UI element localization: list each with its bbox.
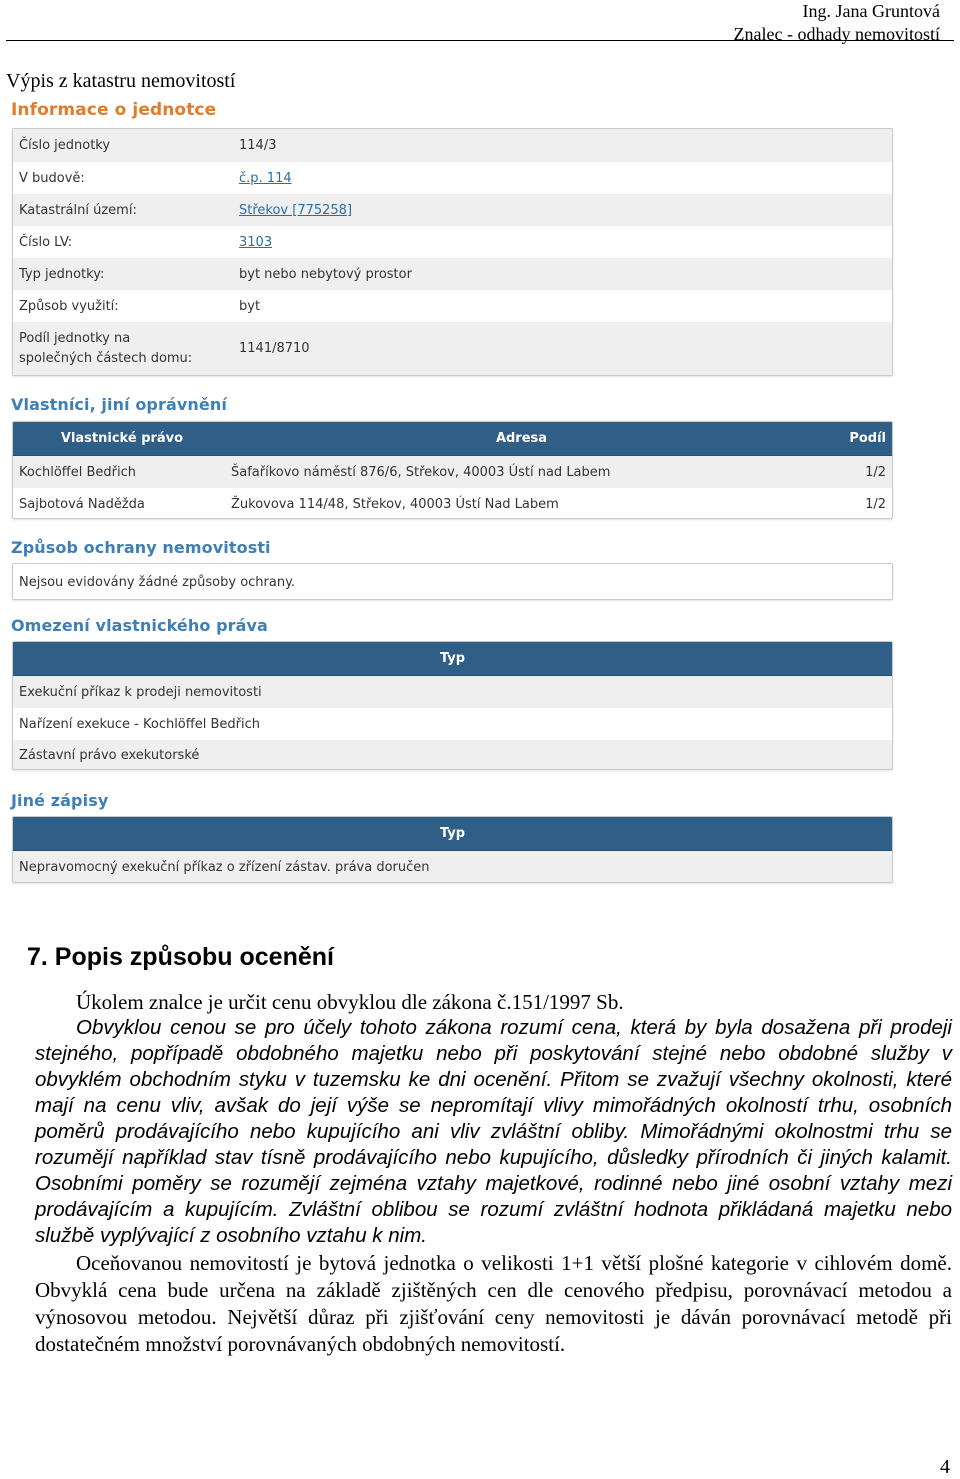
- owners-table: [12, 421, 893, 519]
- table-row: [13, 851, 892, 883]
- other-records-title: Jiné zápisy: [11, 791, 109, 810]
- author-name: Ing. Jana Gruntová: [802, 1, 940, 21]
- header-share: Podíl: [849, 431, 886, 446]
- restrictions-title: Omezení vlastnického práva: [11, 616, 268, 635]
- owner-address: Šafaříkovo náměstí 876/6, Střekov, 40003 Ústí nad Labem: [231, 464, 611, 480]
- table-row: [13, 564, 892, 600]
- page-number: 4: [940, 1456, 950, 1478]
- header-address: Adresa: [495, 431, 548, 446]
- row-value: 1141/8710: [239, 341, 310, 356]
- owner-name: Sajbotová Naděžda: [19, 496, 145, 512]
- row-label: Číslo jednotky: [19, 138, 111, 153]
- header-right: Vlastnické právo: [60, 431, 184, 446]
- table-row: [13, 162, 892, 194]
- section-heading: 7. Popis způsobu ocenění: [27, 943, 334, 971]
- row-label: Způsob využití:: [19, 298, 119, 314]
- restrictions-table: [12, 641, 893, 770]
- document-title: Výpis z katastru nemovitostí: [6, 70, 236, 92]
- header-divider: [6, 40, 954, 41]
- owner-address: Žukovova 114/48, Střekov, 40003 Ústí Nad Labem: [231, 496, 559, 512]
- table-header: [13, 422, 892, 456]
- table-row: [13, 322, 892, 375]
- restriction-item: Exekuční příkaz k prodeji nemovitosti: [19, 684, 262, 700]
- table-row: [13, 129, 892, 162]
- row-label: [13, 329, 233, 369]
- unit-info-table: [12, 128, 893, 376]
- other-records-table: [12, 816, 893, 883]
- paragraph-definition: Obvyklou cenou se pro účely tohoto zákona rozumí cena, která by byla dosažena při prodeji stejného, popřípadě obdobného majetku nebo při poskytování stejné nebo obdobné služby v obvyklém obchodním styku v tuzemsku ke dni ocenění. Přitom se zvažují všechny okolnosti, které mají na cenu vliv, avšak do její výše se nepromítají vlivy mimořádných okolností trhu, osobních poměrů prodávajícího nebo kupujícího ani vliv zvláštní obliby. Mimořádnými okolnostmi trhu se rozumějí například stav tísně prodávajícího nebo kupujícího, důsledky přírodních či jiných kalamit. Osobními poměry se rozumějí zejména vztahy majetkové, rodinné nebo jiné osobní vztahy mezi prodávajícím a kupujícím. Zvláštní oblibou se rozumí zvláštní hodnota přikládaná majetku nebo službě vyplývající z osobního vztahu k nim.: [35, 1016, 952, 1247]
- protection-text: Nejsou evidovány žádné způsoby ochrany.: [19, 575, 296, 590]
- row-value: 114/3: [239, 138, 277, 153]
- owners-title: Vlastníci, jiní oprávnění: [11, 395, 227, 414]
- table-row: [13, 290, 892, 322]
- paragraph-method: Oceňovanou nemovitostí je bytová jednotka o velikosti 1+1 větší plošné kategorie v cihlovém domě. Obvyklá cena bude určena na základě zjištěných cen dle cenového předpisu, porovnávací metodou a výnosovou metodou. Největší důraz při zjišťování ceny nemovitosti je dáván porovnávací metodě při dostatečném množství porovnávaných obdobných nemovitostí.: [35, 1251, 952, 1356]
- header-type: Typ: [439, 826, 466, 841]
- protection-title: Způsob ochrany nemovitosti: [11, 538, 271, 557]
- lv-number-link[interactable]: 3103: [239, 234, 273, 250]
- protection-box: [12, 563, 893, 600]
- table-header: [13, 817, 892, 851]
- row-label: Katastrální území:: [19, 202, 137, 218]
- table-row: [13, 194, 892, 226]
- building-link[interactable]: č.p. 114: [239, 170, 292, 186]
- row-value: byt nebo nebytový prostor: [239, 266, 412, 282]
- cadastral-area-link[interactable]: Střekov [775258]: [239, 202, 353, 218]
- paragraph-intro: Úkolem znalce je určit cenu obvyklou dle zákona č.151/1997 Sb.: [76, 990, 624, 1014]
- row-label-line: Podíl jednotky na: [19, 330, 131, 346]
- other-record-item: Nepravomocný exekuční příkaz o zřízení zástav. práva doručen: [19, 860, 430, 875]
- row-label-line: společných částech domu:: [19, 350, 193, 366]
- restriction-item: Zástavní právo exekutorské: [19, 748, 200, 763]
- table-row: [13, 258, 892, 290]
- author-role: Znalec - odhady nemovitostí: [733, 24, 940, 44]
- unit-info-title: Informace o jednotce: [11, 100, 217, 120]
- table-row: [13, 708, 892, 740]
- table-row: [13, 740, 892, 770]
- row-label: Číslo LV:: [19, 234, 73, 250]
- row-label: V budově:: [19, 170, 85, 186]
- header-type: Typ: [439, 651, 466, 666]
- table-row: [13, 226, 892, 258]
- owner-name: Kochlöffel Bedřich: [19, 464, 136, 480]
- owner-share: 1/2: [865, 464, 886, 480]
- row-value: byt: [239, 298, 261, 314]
- table-header: [13, 642, 892, 676]
- restriction-item: Nařízení exekuce - Kochlöffel Bedřich: [19, 716, 260, 732]
- table-row: [13, 488, 892, 519]
- table-row: [13, 456, 892, 488]
- table-row: [13, 676, 892, 708]
- row-label: Typ jednotky:: [19, 266, 105, 282]
- owner-share: 1/2: [865, 496, 886, 512]
